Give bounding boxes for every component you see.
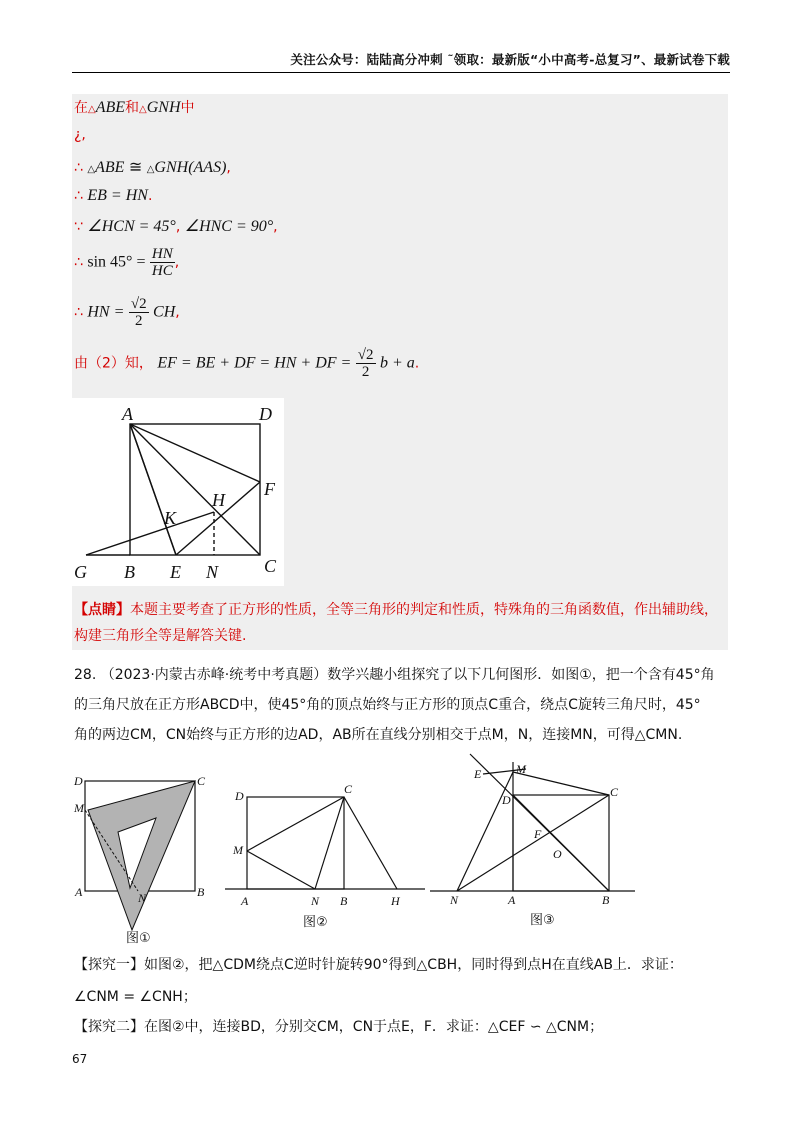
math: sin 45° = — [87, 253, 146, 271]
text: , — [273, 219, 278, 235]
tip-box — [74, 597, 724, 649]
figure-3 — [430, 752, 635, 937]
text: 由（2）知， — [74, 355, 153, 372]
label-b: B — [340, 894, 348, 908]
denominator: HC — [151, 263, 173, 279]
denominator: 2 — [361, 364, 370, 380]
segment-ch — [344, 797, 397, 889]
solution-line-6 — [74, 246, 179, 279]
therefore-symbol: ∴ — [74, 254, 83, 271]
text: , — [175, 219, 185, 235]
solution-line-2: ¿, — [74, 127, 86, 143]
triangle-icon: △ — [139, 104, 147, 115]
solution-line-5 — [74, 216, 278, 236]
math: GNH — [146, 99, 181, 116]
text: . — [414, 355, 420, 372]
segment-mn — [247, 851, 315, 889]
label-f: F — [534, 827, 542, 841]
math: GNH — [154, 159, 189, 176]
label-g: G — [74, 562, 87, 582]
label-d: D — [259, 404, 272, 424]
label-d: D — [502, 793, 511, 807]
label-b: B — [124, 562, 135, 582]
label-n: N — [450, 893, 459, 907]
solution-line-4 — [74, 187, 152, 205]
label-e: E — [474, 767, 482, 781]
congruent-symbol: ≅ — [128, 159, 143, 176]
numerator: √2 — [130, 296, 147, 312]
therefore-symbol: ∴ — [74, 304, 83, 321]
label-a: A — [508, 893, 516, 907]
math: EF = BE + DF = HN + DF = — [157, 354, 352, 372]
text: , — [175, 304, 180, 321]
solution-line-7 — [74, 296, 180, 329]
figure-background — [72, 398, 284, 586]
text: , — [226, 160, 231, 176]
label-c: C — [610, 785, 619, 799]
label-n: N — [206, 562, 219, 582]
label-m: M — [74, 801, 84, 815]
numerator: HN — [151, 246, 173, 262]
segment-db — [513, 795, 609, 891]
math: (AAS) — [188, 159, 227, 176]
label-a: A — [122, 404, 133, 424]
segment-mc — [513, 772, 609, 795]
label-n: N — [311, 894, 320, 908]
label-b: B — [602, 893, 610, 907]
label-c: C — [264, 556, 277, 576]
explore2-line-1: 【探究二】在图②中，连接BD，分别交CM，CN于点E，F．求证：△CEF ∽ △CNM； — [74, 1019, 604, 1035]
triangle-icon: △ — [146, 164, 155, 175]
label-f: F — [264, 479, 275, 499]
therefore-symbol: ∴ — [74, 160, 83, 176]
math: EB = HN — [87, 187, 148, 204]
therefore-symbol: ∴ — [74, 188, 83, 204]
triangle-ruler — [88, 781, 195, 930]
figure-3-caption: 图③ — [530, 913, 555, 928]
label-m: M — [233, 843, 243, 857]
text: 在 — [74, 100, 88, 116]
because-symbol: ∵ — [74, 219, 83, 235]
math: ∠HNC = 90° — [184, 218, 274, 235]
math: ∠HCN = 45° — [87, 218, 176, 235]
label-d: D — [74, 774, 83, 788]
label-d: D — [235, 789, 244, 803]
text: 和 — [125, 100, 140, 116]
solution-line-8 — [74, 347, 419, 380]
solution-line-1 — [74, 97, 195, 117]
question-line-2: 的三角尺放在正方形ABCD中，使45°角的顶点始终与正方形的顶点C重合，绕点C旋转三角尺时，45° — [74, 697, 701, 713]
question-line-1: 28. （2023·内蒙古赤峰·统考中考真题）数学兴趣小组探究了以下几何图形．如图①，把一个含有45°角 — [74, 667, 715, 683]
label-n: N — [138, 891, 147, 905]
explore1-line-1: 【探究一】如图②，把△CDM绕点C逆时针旋转90°得到△CBH，同时得到点H在直线AB上．求证： — [74, 957, 683, 973]
math: ABE — [95, 159, 125, 176]
label-m: M — [516, 762, 526, 776]
figure-2 — [225, 778, 425, 933]
label-k: K — [164, 508, 177, 528]
label-h: H — [212, 490, 225, 510]
header-rule — [72, 72, 730, 73]
label-a: A — [75, 885, 83, 899]
math: CH — [153, 303, 176, 321]
page-header: 关注公众号：陆陆高分冲刺 ˜领取：最新版“小中高考-总复习”、最新试卷下载 — [290, 52, 730, 67]
tip-text: 本题主要考查了正方形的性质，全等三角形的判定和性质，特殊角的三角函数值，作出辅助线，构建三角形全等是解答关键. — [74, 602, 718, 644]
tip-tag: 【点睛】 — [74, 602, 130, 618]
label-h: H — [391, 894, 400, 908]
text: . — [147, 188, 153, 204]
label-a: A — [241, 894, 249, 908]
text: 中 — [180, 100, 195, 116]
label-o: O — [553, 847, 562, 861]
figure-1-caption: 图① — [126, 931, 151, 945]
denominator: 2 — [134, 313, 143, 329]
page-number: 67 — [72, 1052, 88, 1066]
triangle-icon: △ — [87, 164, 96, 175]
explore1-line-2: ∠CNM = ∠CNH； — [74, 989, 197, 1005]
label-c: C — [197, 774, 206, 788]
figure-1 — [70, 770, 220, 945]
label-c: C — [344, 782, 353, 796]
question-line-3: 角的两边CM，CN始终与正方形的边AD，AB所在直线分别相交于点M，N，连接MN，可得△CMN. — [74, 727, 683, 743]
fraction — [150, 246, 175, 279]
figure-2-caption: 图② — [303, 915, 328, 930]
fraction — [356, 347, 376, 380]
fraction — [129, 296, 149, 329]
solution-line-3 — [74, 157, 231, 177]
math: b + a — [379, 354, 415, 372]
label-b: B — [197, 885, 205, 899]
triangle-icon: △ — [88, 104, 96, 115]
square-figure — [72, 398, 284, 586]
text: , — [174, 254, 180, 271]
math: HN = — [87, 303, 125, 321]
math: ABE — [95, 99, 126, 116]
label-e: E — [170, 562, 181, 582]
numerator: √2 — [357, 347, 374, 363]
